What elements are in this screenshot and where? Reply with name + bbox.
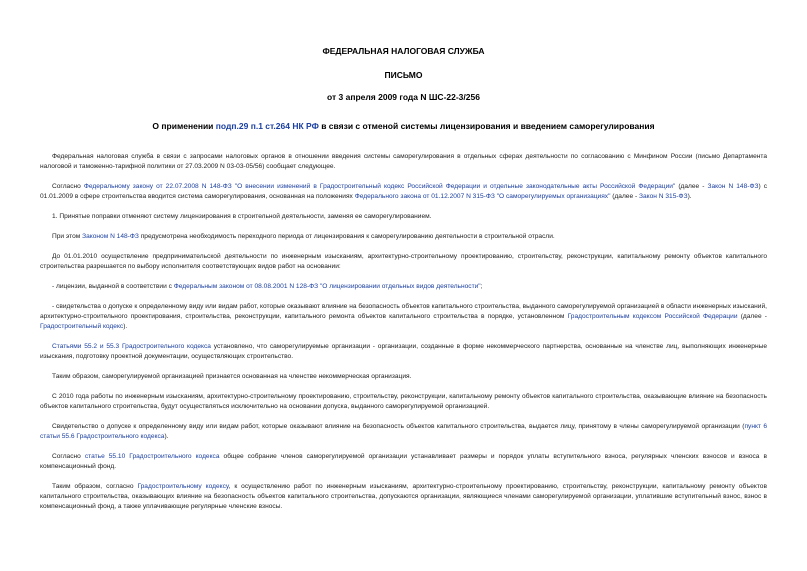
paragraph-5: До 01.01.2010 осуществление предпринимательской деятельности по инженерным изысканиям, архитектурно-строительному проектированию, строительству, реконструкции, капитальному ремонту объектов капитального строительства разрешается по выбору исполнителя соответствующих видов работ на основании: [40, 253, 767, 270]
paragraph-4 [40, 232, 767, 242]
paragraph-3: 1. Принятые поправки отменяют систему лицензирования в строительной деятельности, заменяя ее саморегулированием. [52, 213, 432, 220]
document-date-number: от 3 апреля 2009 года N ШС-22-3/256 [327, 92, 480, 102]
town-planning-code-short-link[interactable]: Градостроительный кодекс [40, 323, 124, 330]
text-span: общее собрание членов саморегулируемой организации устанавливает размеры и порядок уплаты вступительного взноса, регулярных членских взносов и взноса в компенсационный фонд. [40, 453, 767, 470]
paragraph-8 [40, 342, 767, 362]
paragraph-7 [40, 302, 767, 332]
text-span: Таким образом, согласно [52, 483, 138, 490]
text-span: ). [164, 433, 169, 440]
paragraph-1: Федеральная налоговая служба в связи с запросами налоговых органов в отношении введения системы саморегулирования в отдельных сферах деятельности по согласованию с Минфином России (письмо Департамента налоговой и таможенно-тарифной политики от 27.03.2009 N 03-03-05/56) сообщает следующее. [40, 153, 767, 170]
text-span: (далее - [610, 193, 640, 200]
agency-title: ФЕДЕРАЛЬНАЯ НАЛОГОВАЯ СЛУЖБА [322, 46, 485, 56]
text-span: , к осуществлению работ по инженерным изысканиям, архитектурно-строительному проектированию, строительству, реконструкции, капитальному ремонту объектов капитального строительства, оказывающих влияние на безопасность объектов капитального строительства, допускаются организации, являющиеся членами саморегулируемой организации, уплатившие вступительный взнос, взнос в компенсационный фонд, а также уплачивающие регулярные членские взносы. [40, 483, 767, 510]
paragraph-2 [40, 182, 767, 202]
document-body [40, 152, 767, 522]
law-315fz-link[interactable]: Федерального закона от 01.12.2007 N 315-ФЗ "О саморегулируемых организациях" [354, 193, 611, 200]
paragraph-10: С 2010 года работы по инженерным изысканиям, архитектурно-строительному проектированию, строительству, реконструкции, капитальному ремонту объектов капитального строительства, оказывающие влияние на безопасность объектов капитального строительства, будут осуществляться исключительно на основании допуска, выданного саморегулируемой организацией. [40, 393, 767, 410]
town-planning-code-link[interactable]: Градостроительным кодексом Российской Федерации [567, 313, 738, 320]
text-span: ). [123, 323, 128, 330]
paragraph-6 [40, 282, 767, 292]
text-span: (далее - [675, 183, 708, 190]
articles-55-2-55-3-link[interactable]: Статьями 55.2 и 55.3 Градостроительного кодекса [52, 343, 211, 350]
paragraph-12 [40, 452, 767, 472]
text-span: При этом [52, 233, 83, 240]
text-span: - лицензии, выданной в соответствии с [52, 283, 174, 290]
paragraph-11 [40, 422, 767, 442]
text-span: ). [687, 193, 692, 200]
text-span: ) с 01.01.2009 в сфере строительства вводится система саморегулирования, основанная на положениях [40, 183, 767, 200]
subtitle-post: в связи с отменой системы лицензирования и введением саморегулирования [318, 121, 655, 131]
document-type: ПИСЬМО [384, 70, 423, 80]
article-55-10-link[interactable]: статье 55.10 Градостроительного кодекса [84, 453, 220, 460]
law-148fz-link[interactable]: Федеральному закону от 22.07.2008 N 148-ФЗ "О внесении изменений в Градостроительный кодекс Российской Федерации и отдельные законодательные акты Российской Федерации" [83, 183, 676, 190]
town-planning-code-ref-link[interactable]: Градостроительному кодексу [137, 483, 229, 490]
text-span: Согласно [52, 453, 85, 460]
paragraph-9: Таким образом, саморегулируемой организацией признается основанная на членстве некоммерческая организация. [52, 373, 412, 380]
law-128fz-link[interactable]: Федеральным законом от 08.08.2001 N 128-ФЗ "О лицензировании отдельных видов деятельности" [173, 283, 481, 290]
text-span: - свидетельства о допуске к определенному виду или видам работ, которые оказывают влияние на безопасность объектов капитального строительства, выданного саморегулируемой организацией в области инженерных изысканий, архитектурно-строительного проектирования, строительства, реконструкции, капитального ремонта объектов капитального строительства в порядке, установленном [40, 303, 767, 320]
text-span: установлено, что саморегулируемые организации - организации, созданные в форме некоммерческого партнерства, основанные на членстве лиц, выполняющих инженерные изыскания, подготовку проектной документации, осуществляющих строительство. [40, 343, 767, 360]
law-148fz-short-link[interactable]: Закон N 148-ФЗ [707, 183, 759, 190]
text-span: (далее - [737, 313, 767, 320]
subtitle-pre: О применении [152, 121, 216, 131]
document-subtitle [0, 121, 807, 131]
subtitle-tax-code-link[interactable]: подп.29 п.1 ст.264 НК РФ [215, 121, 319, 131]
law-148fz-ref-link[interactable]: Законом N 148-ФЗ [82, 233, 139, 240]
text-span: Согласно [52, 183, 84, 190]
text-span: предусмотрена необходимость переходного периода от лицензирования к саморегулированию деятельности в строительной отрасли. [138, 233, 555, 240]
text-span: Свидетельство о допуске к определенному виду или видам работ, которые оказывают влияние на безопасность объектов капитального строительства, выдается лицу, принятому в члены саморегулируемой организации ( [52, 423, 745, 430]
article-55-6-link[interactable]: пункт 6 статьи 55.6 Градостроительного кодекса [40, 423, 767, 440]
law-315fz-short-link[interactable]: Закон N 315-ФЗ [639, 193, 688, 200]
text-span: ; [480, 283, 483, 290]
paragraph-13 [40, 482, 767, 512]
